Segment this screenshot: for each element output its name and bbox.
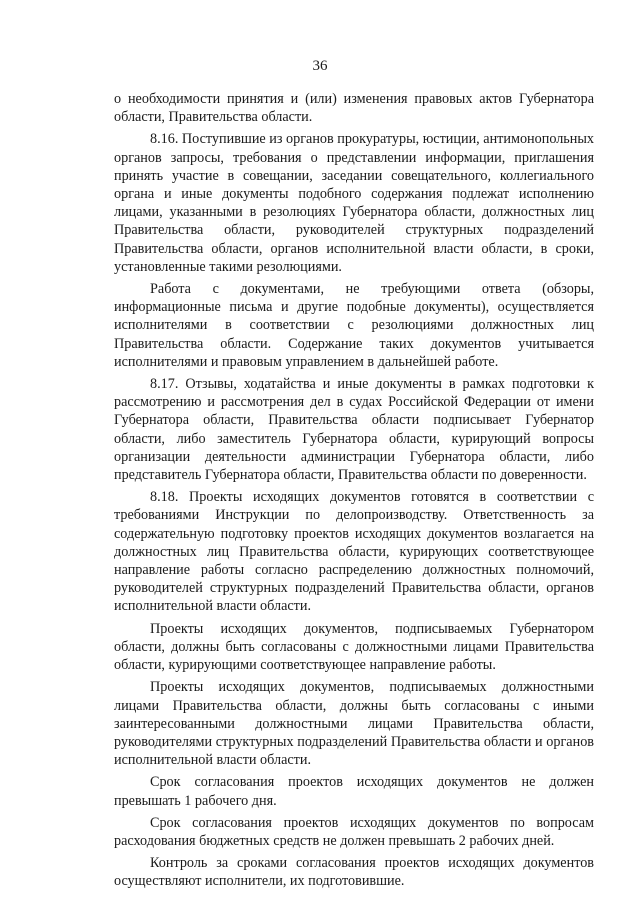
paragraph: Работа с документами, не требующими ответа (обзоры, информационные письма и другие подобные документы), осуществляется исполнителями в соответствии с резолюциями должностных лиц Правительства области. Содержание таких документов учитывается исполнителями и правовым управлением в дальнейшей работе. <box>114 281 594 370</box>
paragraph-continuation: о необходимости принятия и (или) изменения правовых актов Губернатора области, Правительства области. <box>114 91 594 126</box>
paragraph: Срок согласования проектов исходящих документов не должен превышать 1 рабочего дня. <box>114 774 594 809</box>
paragraph-8-18: 8.18. Проекты исходящих документов готовятся в соответствии с требованиями Инструкции по делопроизводству. Ответственность за содержательную подготовку проектов исходящих документов возлагается на должностных лиц Правительства области, курирующих соответствующее направление работы согласно распределению должностных полномочий, руководителей структурных подразделений Правительства области, органов исполнительной власти области. <box>114 489 594 615</box>
paragraph-8-16: 8.16. Поступившие из органов прокуратуры, юстиции, антимонопольных органов запросы, требования о представлении информации, приглашения принять участие в совещании, заседании совещательного, коллегиального органа и иные документы подобного содержания подлежат исполнению лицами, указанными в резолюциях Губернатора области, должностных лиц Правительства области, руководителей структурных подразделений Правительства области, органов исполнительной власти области, в сроки, установленные такими резолюциями. <box>114 131 594 275</box>
document-body <box>114 90 594 895</box>
paragraph: Проекты исходящих документов, подписываемых должностными лицами Правительства области, должны быть согласованы с иными заинтересованными должностными лицами Правительства области, руководителями структурных подразделений Правительства области и органов исполнительной власти области. <box>114 679 594 769</box>
paragraph: Срок согласования проектов исходящих документов по вопросам расходования бюджетных средств не должен превышать 2 рабочих дней. <box>114 814 594 849</box>
paragraph: Проекты исходящих документов, подписываемых Губернатором области, должны быть согласованы с должностными лицами Правительства области, курирующими соответствующее направление работы. <box>114 620 594 674</box>
paragraph: Контроль за сроками согласования проектов исходящих документов осуществляют исполнители, их подготовившие. <box>114 855 594 890</box>
paragraph-8-17: 8.17. Отзывы, ходатайства и иные документы в рамках подготовки к рассмотрению и рассмотрения дел в судах Российской Федерации от имени Губернатора области, Правительства области подписывает Губернатор области, либо заместитель Губернатора области, курирующий вопросы организации деятельности администрации Губернатора области, либо представитель Губернатора области, Правительства области по доверенности. <box>114 376 594 484</box>
page-number: 36 <box>312 58 328 74</box>
